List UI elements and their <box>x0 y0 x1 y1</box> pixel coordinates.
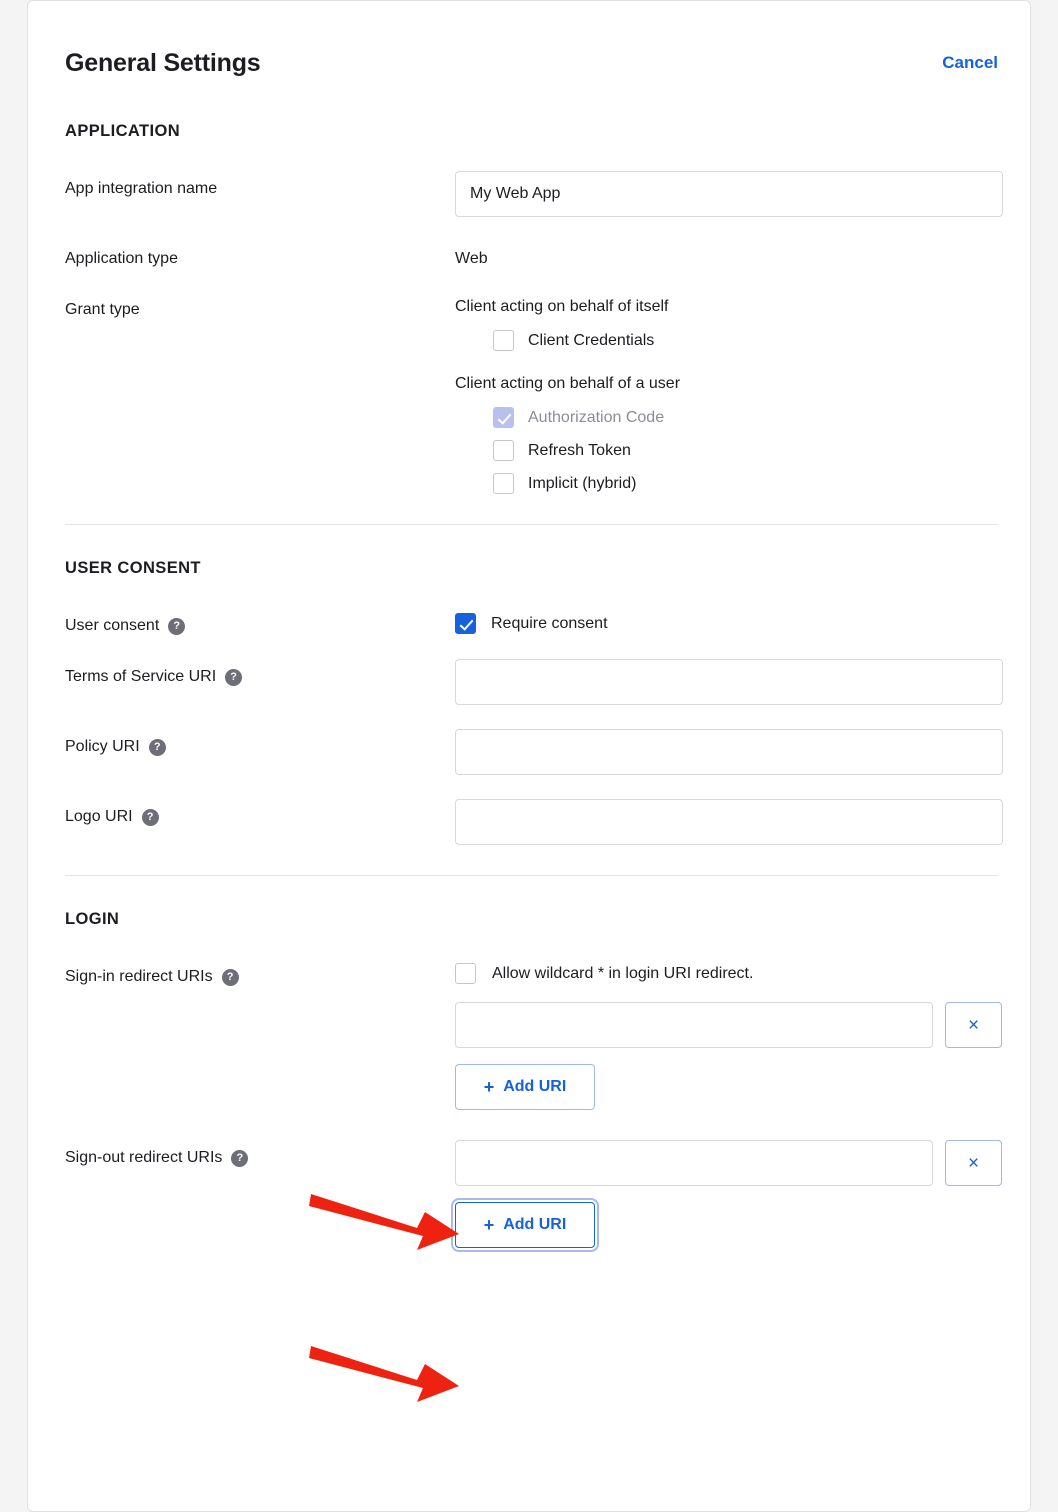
page-title: General Settings <box>65 49 261 77</box>
label-terms-of-service-uri <box>65 659 455 686</box>
cancel-button[interactable]: Cancel <box>942 53 998 72</box>
label-user-consent <box>65 608 455 635</box>
signout-uri-input-row <box>455 1140 1002 1186</box>
label-allow-wildcard: Allow wildcard * in login URI redirect. <box>492 964 754 982</box>
label-require-consent: Require consent <box>491 614 608 632</box>
general-settings-card <box>27 0 1031 1512</box>
section-title-application: APPLICATION <box>65 122 181 140</box>
plus-icon: + <box>483 1215 495 1235</box>
wildcard-row[interactable] <box>455 959 1002 984</box>
row-signout-redirect-uris <box>65 1140 998 1248</box>
label-application-type: Application type <box>65 250 178 267</box>
signout-redirect-uri-input[interactable] <box>455 1140 933 1186</box>
app-integration-name-input[interactable] <box>455 171 1003 217</box>
section-title-user-consent: USER CONSENT <box>65 559 201 577</box>
row-app-integration-name <box>65 171 998 217</box>
grant-type-group <box>455 292 998 494</box>
application-type-value: Web <box>455 250 488 267</box>
require-consent-row[interactable] <box>455 608 998 634</box>
add-signin-uri-label: Add URI <box>503 1078 567 1095</box>
checkbox-client-credentials[interactable] <box>493 330 514 351</box>
help-icon-logo-uri[interactable]: ? <box>142 809 159 826</box>
row-terms-of-service-uri <box>65 659 998 705</box>
divider-application <box>65 524 998 525</box>
label-refresh-token: Refresh Token <box>528 441 631 459</box>
label-authorization-code: Authorization Code <box>528 408 665 426</box>
terms-of-service-uri-input[interactable] <box>455 659 1003 705</box>
grant-refresh-token[interactable] <box>493 440 998 461</box>
divider-user-consent <box>65 875 998 876</box>
grant-heading-user: Client acting on behalf of a user <box>455 375 681 392</box>
label-signin-redirect-uris <box>65 959 455 986</box>
checkbox-implicit-hybrid[interactable] <box>493 473 514 494</box>
row-application-type <box>65 241 998 268</box>
help-icon-terms-of-service[interactable]: ? <box>225 669 242 686</box>
plus-icon: + <box>483 1077 495 1097</box>
label-signout-redirect-uris-text: Sign-out redirect URIs <box>65 1149 223 1166</box>
label-grant-type: Grant type <box>65 301 140 318</box>
checkbox-refresh-token[interactable] <box>493 440 514 461</box>
label-app-integration-name: App integration name <box>65 180 218 197</box>
grant-heading-self: Client acting on behalf of itself <box>455 298 669 315</box>
label-implicit-hybrid: Implicit (hybrid) <box>528 474 637 492</box>
label-signout-redirect-uris <box>65 1140 455 1167</box>
grant-authorization-code[interactable] <box>493 407 998 428</box>
help-icon-user-consent[interactable]: ? <box>168 618 185 635</box>
checkbox-require-consent[interactable] <box>455 613 476 634</box>
add-signout-uri-label: Add URI <box>503 1216 567 1233</box>
signin-redirect-uri-input[interactable] <box>455 1002 933 1048</box>
remove-signin-uri-button[interactable]: × <box>945 1002 1002 1048</box>
label-policy-uri <box>65 729 455 756</box>
remove-signout-uri-button[interactable]: × <box>945 1140 1002 1186</box>
checkbox-allow-wildcard[interactable] <box>455 963 476 984</box>
grant-client-credentials[interactable] <box>493 330 998 351</box>
row-signin-redirect-uris <box>65 959 998 1110</box>
card-header <box>65 49 998 78</box>
add-signout-uri-button[interactable] <box>455 1202 595 1248</box>
row-policy-uri <box>65 729 998 775</box>
row-grant-type <box>65 292 998 494</box>
row-logo-uri <box>65 799 998 845</box>
help-icon-policy-uri[interactable]: ? <box>149 739 166 756</box>
label-user-consent-text: User consent <box>65 617 160 634</box>
help-icon-signin-redirect-uris[interactable]: ? <box>222 969 239 986</box>
label-signin-redirect-uris-text: Sign-in redirect URIs <box>65 968 213 985</box>
signin-uri-input-row <box>455 1002 1002 1048</box>
checkbox-authorization-code[interactable] <box>493 407 514 428</box>
logo-uri-input[interactable] <box>455 799 1003 845</box>
label-logo-uri <box>65 799 455 826</box>
grant-implicit-hybrid[interactable] <box>493 473 998 494</box>
section-title-login: LOGIN <box>65 910 120 928</box>
add-signin-uri-button[interactable] <box>455 1064 595 1110</box>
label-client-credentials: Client Credentials <box>528 331 655 349</box>
label-logo-uri-text: Logo URI <box>65 808 133 825</box>
policy-uri-input[interactable] <box>455 729 1003 775</box>
help-icon-signout-redirect-uris[interactable]: ? <box>231 1150 248 1167</box>
label-policy-uri-text: Policy URI <box>65 738 140 755</box>
row-user-consent <box>65 608 998 635</box>
label-terms-of-service-uri-text: Terms of Service URI <box>65 668 217 685</box>
